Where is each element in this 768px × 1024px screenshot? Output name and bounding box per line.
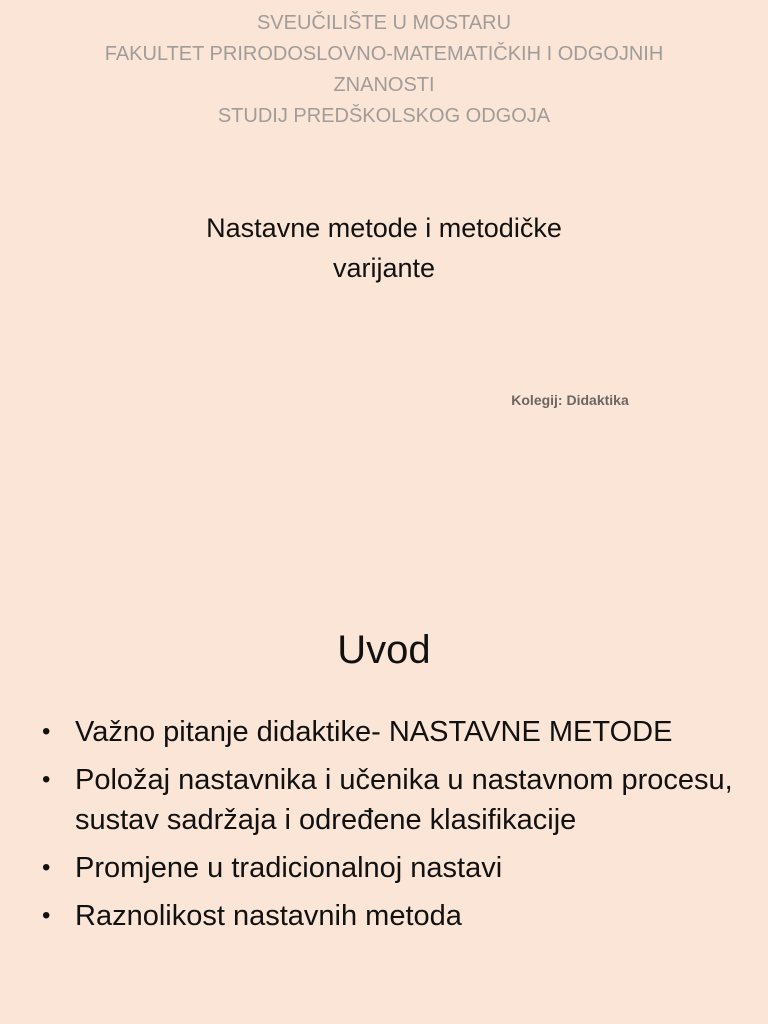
title-line-2: varijante: [332, 253, 436, 283]
list-item: [40, 848, 750, 888]
header-line-faculty: FAKULTET PRIRODOSLOVNO-MATEMATIČKIH I ODGOJNIH: [104, 43, 664, 65]
institution-header: [40, 8, 728, 132]
bullet-text: Važno pitanje didaktike- NASTAVNE METODE: [75, 716, 673, 748]
bullet-icon: •: [42, 902, 51, 929]
list-item: [40, 712, 750, 752]
bullet-text: Raznolikost nastavnih metoda: [75, 900, 462, 932]
course-label: Kolegij: Didaktika: [511, 392, 629, 408]
bullet-list: [40, 712, 750, 944]
header-line-study: STUDIJ PREDŠKOLSKOG ODGOJA: [217, 105, 551, 127]
bullet-icon: •: [42, 718, 51, 745]
intro-title: Uvod: [337, 628, 431, 672]
header-line-university: SVEUČILIŠTE U MOSTARU: [256, 12, 512, 34]
bullet-icon: •: [42, 854, 51, 881]
title-line-1: Nastavne metode i metodičke: [206, 213, 562, 243]
bullet-text: Promjene u tradicionalnoj nastavi: [75, 852, 503, 884]
bullet-icon: •: [42, 766, 51, 793]
list-item: [40, 760, 750, 840]
list-item: [40, 896, 750, 936]
intro-slide: [0, 576, 768, 1024]
header-line-faculty-cont: ZNANOSTI: [333, 74, 435, 96]
presentation-title: [120, 208, 648, 288]
bullet-text: Položaj nastavnika i učenika u nastavnom procesu, sustav sadržaja i određene klasifikacije: [75, 764, 733, 836]
